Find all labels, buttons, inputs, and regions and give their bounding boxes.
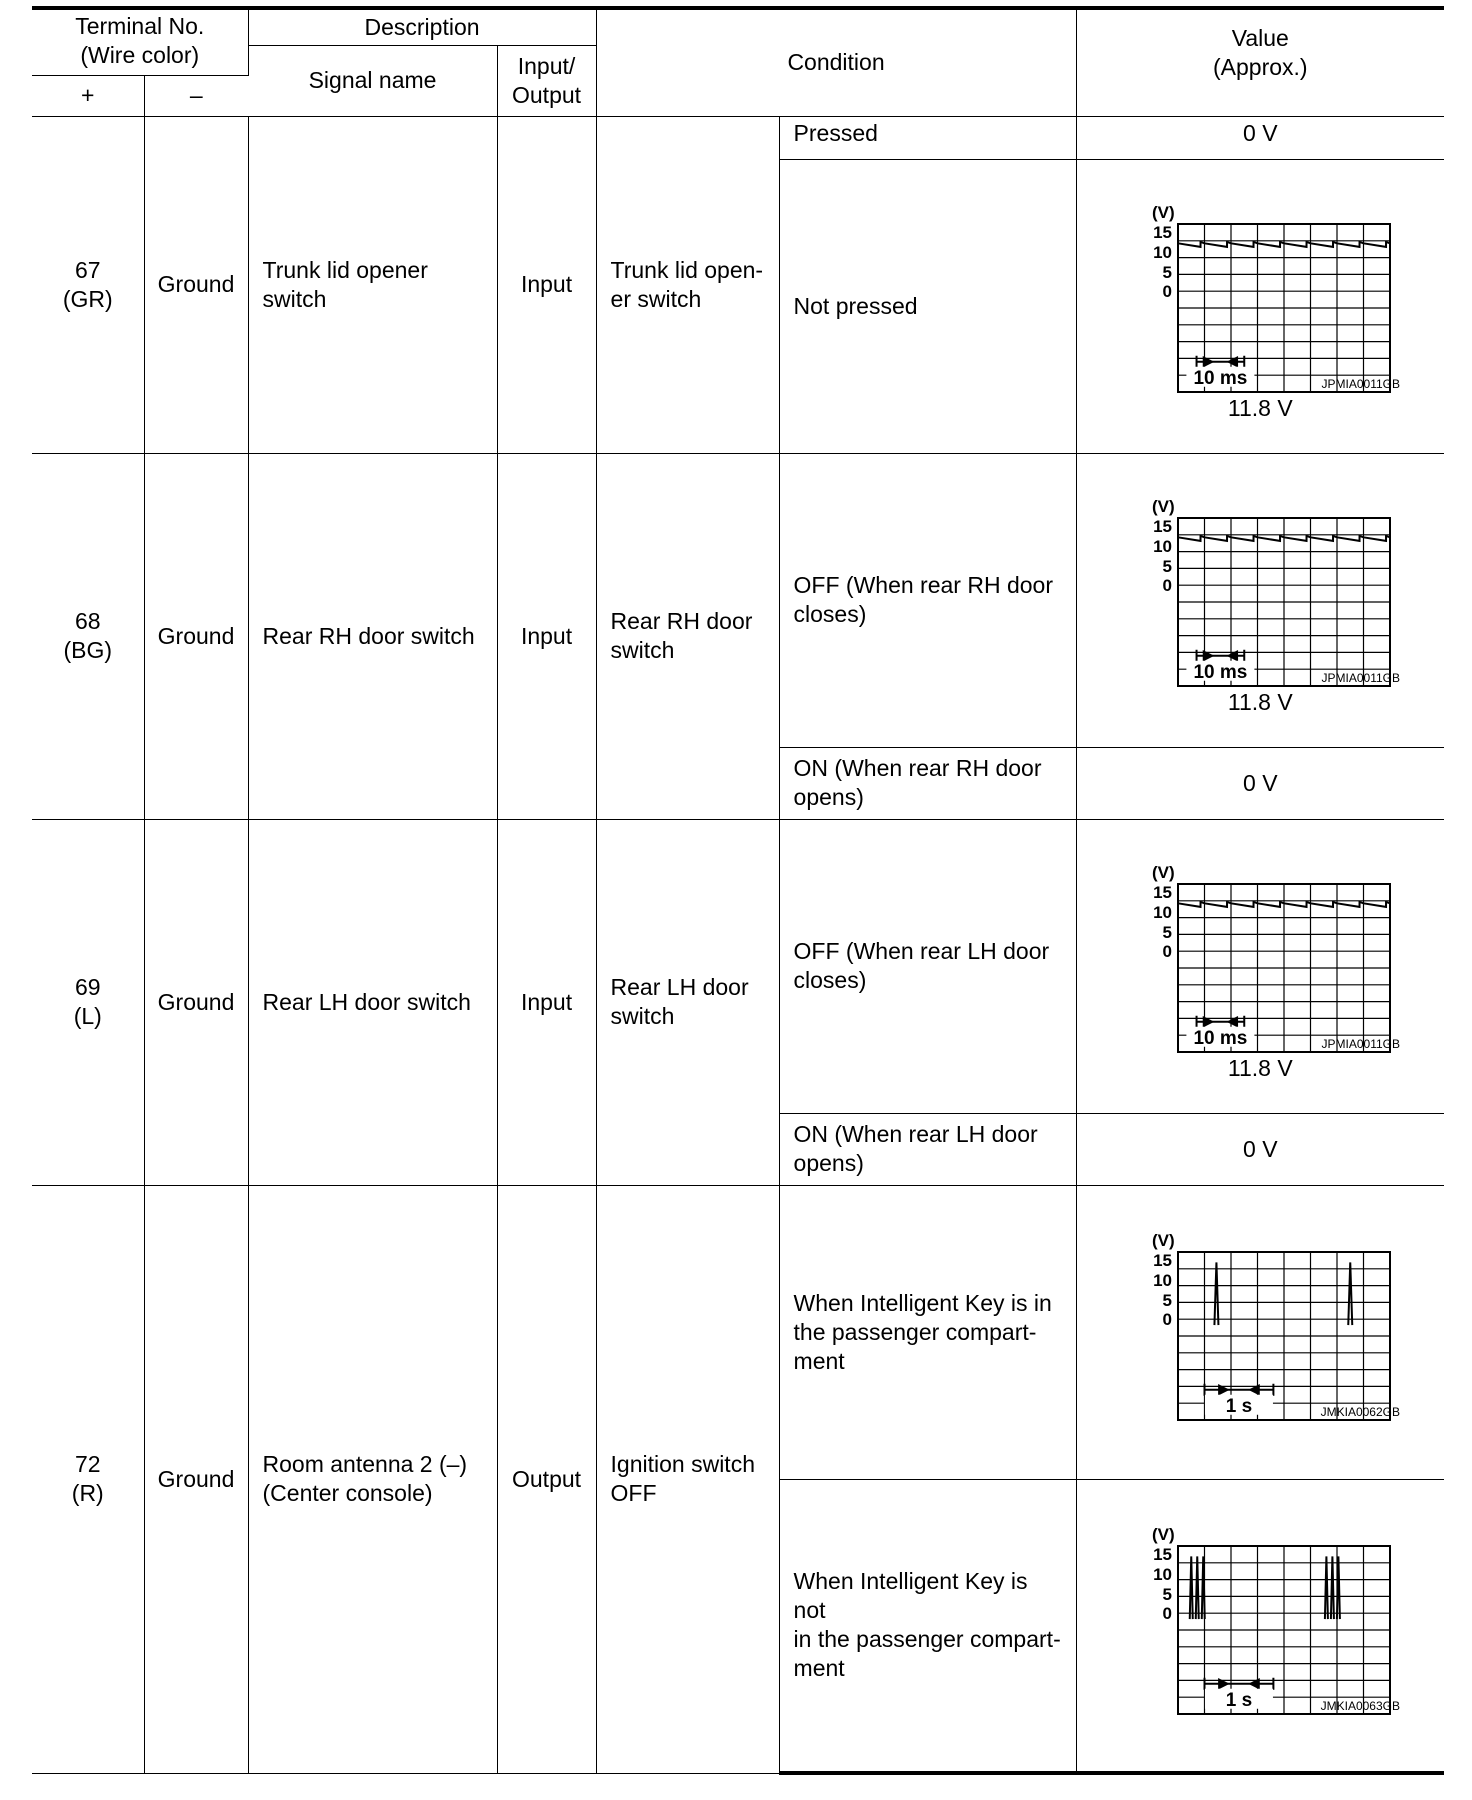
waveform-cell <box>1076 1185 1444 1479</box>
signal-burst <box>1325 1556 1328 1619</box>
pulse-waveform <box>1077 858 1445 1058</box>
signal-name-line: Rear RH door switch <box>262 622 475 649</box>
ground-cell: Ground <box>144 453 248 819</box>
condition-sub-cell <box>779 159 1076 453</box>
condition-main-line: Trunk lid open- <box>610 256 764 283</box>
condition-main-cell <box>596 116 779 453</box>
value-cell: 0 V <box>1076 747 1444 819</box>
y-tick-label: 0 <box>1162 281 1173 301</box>
y-tick-label: 5 <box>1162 262 1173 282</box>
condition-main-line: switch <box>610 637 675 663</box>
terminal-no-label: Terminal No. <box>75 13 205 39</box>
y-tick-label: 5 <box>1162 1290 1173 1310</box>
condition-sub-line: Not pressed <box>793 292 918 319</box>
terminal-cell <box>32 453 144 819</box>
signal-spike <box>1349 1262 1353 1325</box>
terminal-number: 67 <box>74 256 101 283</box>
value-text: 11.8 V <box>1227 1054 1293 1081</box>
value-text: 11.8 V <box>1227 394 1293 421</box>
condition-main-line: Ignition switch <box>610 1451 755 1477</box>
y-tick-label: 10 <box>1153 902 1173 922</box>
condition-main-cell <box>596 1185 779 1773</box>
condition-sub-line: ON (When rear RH door <box>793 755 1042 781</box>
io-cell: Input <box>497 453 596 819</box>
wire-color: (BG) <box>63 637 113 663</box>
y-tick-label: 15 <box>1153 1544 1173 1564</box>
value-cell: 0 V <box>1076 116 1444 159</box>
voltage-unit-label: (V) <box>1152 1230 1175 1250</box>
time-scale-label: 10 ms <box>1193 1027 1248 1049</box>
condition-main-line: Rear RH door <box>610 608 753 634</box>
condition-main-cell <box>596 453 779 819</box>
condition-sub-line: closes) <box>793 601 867 627</box>
minus-header: – <box>144 75 248 116</box>
time-scale-label: 1 s <box>1226 1395 1253 1417</box>
y-tick-label: 10 <box>1153 242 1173 262</box>
y-tick-label: 15 <box>1153 1250 1173 1270</box>
y-tick-label: 5 <box>1162 1584 1173 1604</box>
condition-sub-cell <box>779 1479 1076 1773</box>
signal-name-line: Rear LH door switch <box>262 988 471 1015</box>
signal-name-cell <box>248 453 497 819</box>
signal-name-line: switch <box>262 285 327 312</box>
figure-code: JPMIA0011GB <box>1321 1036 1401 1051</box>
wire-color: (GR) <box>62 285 113 312</box>
condition-sub-line: OFF (When rear LH door <box>793 938 1050 964</box>
condition-sub-cell <box>779 1185 1076 1479</box>
terminal-spec-table <box>32 6 1444 1775</box>
figure-code: JPMIA0011GB <box>1321 376 1401 391</box>
waveform-cell <box>1076 159 1444 453</box>
signal-burst <box>1202 1556 1205 1619</box>
oscilloscope-svg <box>1110 198 1410 398</box>
y-tick-label: 10 <box>1153 536 1173 556</box>
condition-sub-line: ON (When rear LH door <box>793 1121 1038 1147</box>
terminal-no-header <box>32 8 248 75</box>
terminal-cell <box>32 819 144 1185</box>
value-header <box>1076 8 1444 116</box>
signal-name-line: (Center console) <box>262 1480 433 1506</box>
y-tick-label: 0 <box>1162 1309 1173 1329</box>
oscilloscope-svg <box>1110 1520 1410 1720</box>
ground-cell: Ground <box>144 819 248 1185</box>
pulse-waveform <box>1077 492 1445 692</box>
y-tick-label: 0 <box>1162 941 1173 961</box>
condition-sub-line: opens) <box>793 784 864 810</box>
waveform-cell <box>1076 453 1444 747</box>
condition-sub-line: in the passenger compart- <box>793 1626 1061 1653</box>
io-label-1: Input/ <box>517 52 576 79</box>
terminal-number: 69 <box>74 974 101 1000</box>
terminal-number: 68 <box>74 608 101 634</box>
figure-code: JMKIA0062GB <box>1320 1404 1401 1419</box>
figure-code: JMKIA0063GB <box>1320 1698 1401 1713</box>
time-scale-label: 10 ms <box>1193 367 1248 389</box>
oscilloscope-svg <box>1110 1226 1410 1426</box>
time-scale-label: 1 s <box>1226 1689 1253 1711</box>
ground-cell: Ground <box>144 116 248 453</box>
pulse-waveform <box>1077 198 1445 398</box>
condition-sub-line: OFF (When rear RH door <box>793 572 1053 598</box>
y-tick-label: 15 <box>1153 882 1173 902</box>
ground-cell: Ground <box>144 1185 248 1773</box>
voltage-unit-label: (V) <box>1152 202 1175 222</box>
condition-main-line: er switch <box>610 285 702 312</box>
voltage-unit-label: (V) <box>1152 862 1175 882</box>
io-header <box>497 45 596 116</box>
condition-main-line: OFF <box>610 1480 657 1506</box>
plus-header: + <box>32 75 144 116</box>
io-cell: Input <box>497 819 596 1185</box>
y-tick-label: 5 <box>1162 556 1173 576</box>
condition-sub-line: ment <box>793 1347 845 1374</box>
condition-sub-cell <box>779 1113 1076 1185</box>
waveform-cell <box>1076 819 1444 1113</box>
condition-sub-cell <box>779 819 1076 1113</box>
condition-header: Condition <box>596 8 1076 116</box>
signal-burst <box>1196 1556 1199 1619</box>
signal-burst <box>1190 1556 1193 1619</box>
condition-main-line: switch <box>610 1003 675 1029</box>
signal-name-cell <box>248 819 497 1185</box>
time-scale-label: 10 ms <box>1193 661 1248 683</box>
signal-burst <box>1331 1556 1334 1619</box>
approx-label: (Approx.) <box>1212 53 1308 80</box>
value-text: 11.8 V <box>1227 688 1293 715</box>
condition-sub-line: Pressed <box>793 119 878 146</box>
io-label-2: Output <box>512 81 582 108</box>
voltage-unit-label: (V) <box>1152 1524 1175 1544</box>
wire-color-label: (Wire color) <box>80 42 200 68</box>
oscilloscope-svg <box>1110 492 1410 692</box>
signal-spike <box>1215 1262 1219 1325</box>
y-tick-label: 10 <box>1153 1270 1173 1290</box>
y-tick-label: 0 <box>1162 575 1173 595</box>
condition-sub-cell <box>779 747 1076 819</box>
y-tick-label: 0 <box>1162 1603 1173 1623</box>
condition-sub-line: When Intelligent Key is in <box>793 1289 1052 1316</box>
signal-name-header: Signal name <box>248 45 497 116</box>
voltage-unit-label: (V) <box>1152 496 1175 516</box>
condition-sub-line: the passenger compart- <box>793 1318 1037 1345</box>
condition-sub-line: opens) <box>793 1150 864 1176</box>
oscilloscope-svg <box>1110 858 1410 1058</box>
description-header: Description <box>248 8 596 45</box>
wire-color: (L) <box>73 1003 102 1029</box>
condition-sub-line: ment <box>793 1655 845 1682</box>
y-tick-label: 15 <box>1153 516 1173 536</box>
condition-sub-line: closes) <box>793 967 867 993</box>
terminal-cell <box>32 1185 144 1773</box>
condition-sub-line: When Intelligent Key is not <box>793 1568 1028 1624</box>
value-cell: 0 V <box>1076 1113 1444 1185</box>
signal-name-line: Room antenna 2 (–) <box>262 1451 468 1477</box>
terminal-cell <box>32 116 144 453</box>
terminal-number: 72 <box>74 1451 101 1477</box>
signal-burst <box>1337 1556 1340 1619</box>
waveform-cell <box>1076 1479 1444 1773</box>
value-label: Value <box>1231 24 1289 51</box>
io-cell: Output <box>497 1185 596 1773</box>
io-cell: Input <box>497 116 596 453</box>
signal-name-line: Trunk lid opener <box>262 256 428 283</box>
condition-sub-cell <box>779 116 1076 159</box>
figure-code: JPMIA0011GB <box>1321 670 1401 685</box>
y-tick-label: 10 <box>1153 1564 1173 1584</box>
condition-main-cell <box>596 819 779 1185</box>
burst-waveform <box>1077 1520 1445 1720</box>
condition-sub-cell <box>779 453 1076 747</box>
signal-name-cell <box>248 1185 497 1773</box>
signal-name-cell <box>248 116 497 453</box>
condition-main-line: Rear LH door <box>610 974 749 1000</box>
y-tick-label: 5 <box>1162 922 1173 942</box>
spike-waveform <box>1077 1226 1445 1426</box>
wire-color: (R) <box>71 1480 104 1506</box>
y-tick-label: 15 <box>1153 222 1173 242</box>
